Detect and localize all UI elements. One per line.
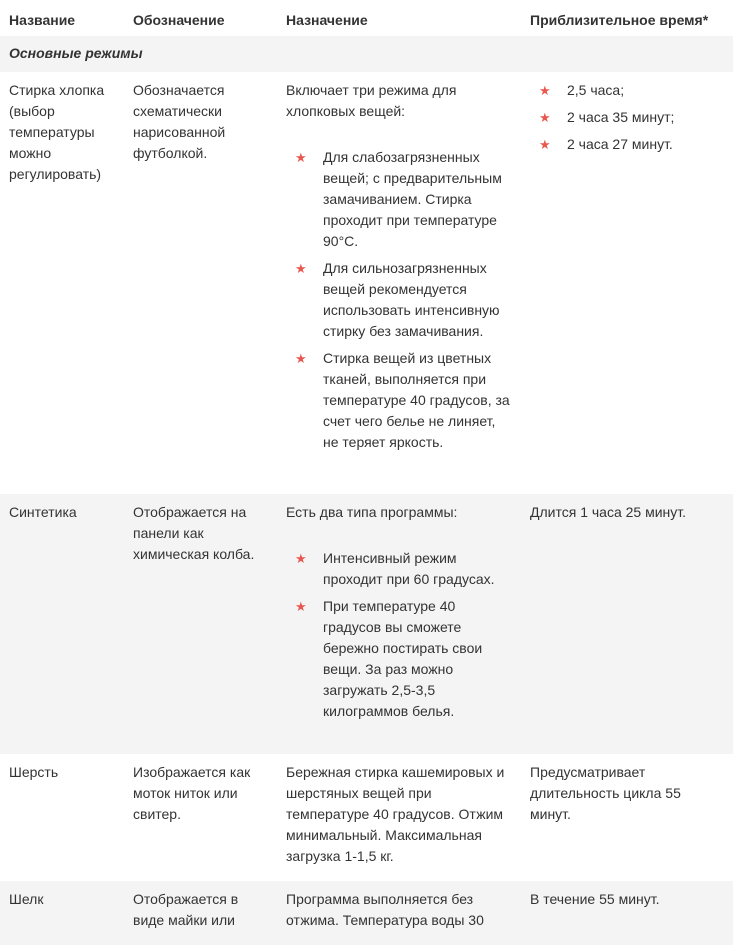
header-time: Приблизительное время*: [530, 12, 709, 28]
time-list: [530, 80, 725, 155]
mode-symbol: Обозначается схематически нарисованной футболкой.: [133, 82, 226, 161]
list-item: [286, 147, 514, 252]
purpose-intro: Есть два типа программы:: [286, 504, 458, 520]
list-item-text: При температуре 40 градусов вы сможете бережно постирать свои вещи. За раз можно загружать 2,5-3,5 килограммов белья.: [323, 598, 483, 719]
purpose-intro: Включает три режима для хлопковых вещей:: [286, 82, 457, 119]
list-item-text: 2,5 часа;: [567, 82, 625, 98]
purpose-list: [286, 548, 514, 722]
list-item: [286, 548, 514, 590]
star-bullet-icon: ★: [295, 599, 307, 614]
header-purpose: Назначение: [286, 12, 368, 28]
list-item-text: Стирка вещей из цветных тканей, выполняется при температуре 40 градусов, за счет чего белье не линяет, не теряет яркость.: [323, 350, 510, 450]
list-item-text: 2 часа 27 минут.: [567, 136, 673, 152]
star-bullet-icon: ★: [295, 551, 307, 566]
section-row: [0, 36, 733, 72]
mode-purpose: [278, 494, 522, 754]
table-header-row: [0, 0, 733, 36]
list-item: [530, 80, 725, 101]
mode-name: Стирка хлопка (выбор температуры можно регулировать): [9, 82, 105, 182]
mode-name: Синтетика: [0, 494, 125, 754]
table-row: [0, 754, 733, 881]
list-item: [530, 134, 725, 155]
table-row: [0, 72, 733, 494]
table-row: [0, 494, 733, 754]
star-bullet-icon: ★: [295, 351, 307, 366]
mode-time: В течение 55 минут.: [522, 881, 733, 945]
mode-name: Шелк: [0, 881, 125, 945]
section-title: Основные режимы: [0, 36, 733, 72]
mode-purpose: Программа выполняется без отжима. Температура воды 30: [278, 881, 522, 945]
purpose-list: [286, 147, 514, 453]
mode-symbol: Отображается на панели как химическая колба.: [125, 494, 278, 754]
list-item-text: Интенсивный режим проходит при 60 градусах.: [323, 550, 495, 587]
mode-time: Длится 1 часа 25 минут.: [522, 494, 733, 754]
mode-time: [522, 72, 733, 494]
list-item-text: Для сильнозагрязненных вещей рекомендуется использовать интенсивную стирку без замачивания.: [323, 260, 500, 339]
header-symbol: Обозначение: [133, 12, 225, 28]
list-item: [286, 596, 514, 722]
star-bullet-icon: ★: [295, 150, 307, 165]
table-row: [0, 881, 733, 945]
list-item: [286, 348, 514, 453]
star-bullet-icon: ★: [539, 110, 551, 125]
list-item: [530, 107, 725, 128]
list-item: [286, 258, 514, 342]
star-bullet-icon: ★: [295, 261, 307, 276]
star-bullet-icon: ★: [539, 137, 551, 152]
header-name: Название: [9, 12, 76, 28]
mode-purpose: Бережная стирка кашемировых и шерстяных вещей при температуре 40 градусов. Отжим минимальный. Максимальная загрузка 1-1,5 кг.: [286, 764, 505, 864]
mode-symbol: Изображается как моток ниток или свитер.: [133, 764, 251, 822]
mode-symbol: Отображается в виде майки или: [125, 881, 278, 945]
mode-purpose: [278, 72, 522, 494]
mode-time: Предусматривает длительность цикла 55 минут.: [530, 764, 681, 822]
list-item-text: Для слабозагрязненных вещей; с предварительным замачиванием. Стирка проходит при температуре 90°С.: [323, 149, 502, 249]
list-item-text: 2 часа 35 минут;: [567, 109, 675, 125]
star-bullet-icon: ★: [539, 83, 551, 98]
mode-name: Шерсть: [9, 764, 59, 780]
